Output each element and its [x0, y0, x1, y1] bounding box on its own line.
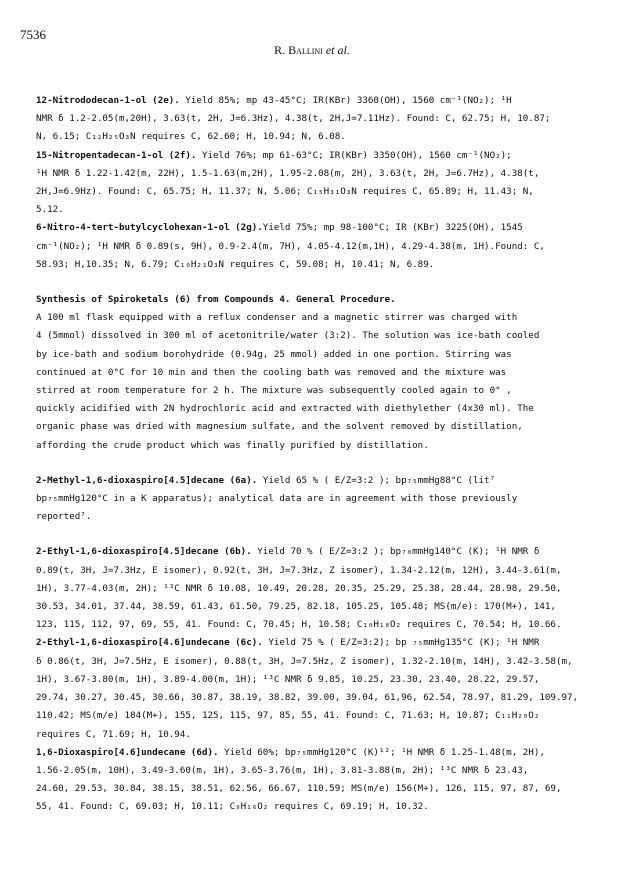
- compound-text: 55, 41. Found: C, 69.03; H, 10.11; C₉H₁₆O₂ requires C, 69.19; H, 10.32.: [36, 801, 429, 813]
- compound-text: 110.42; MS(m/e) 184(M+), 155, 125, 115, 97, 85, 55, 41. Found: C, 71.63; H, 10.87; C₁₁H₂₀O₂: [36, 710, 540, 722]
- compound-text: bp₇₅mmHg120°C in a K apparatus); analytical data are in agreement with those previously: [36, 493, 518, 505]
- compound-6c: [36, 634, 596, 743]
- procedure-text: quickly acidified with 2N hydrochloric acid and extracted with diethylether (4x30 ml). The: [36, 403, 534, 415]
- procedure-text: affording the crude product which was finally purified by distillation.: [36, 439, 429, 451]
- compound-6b: [36, 543, 596, 634]
- procedure-text: continued at 0°C for 10 min and then the cooling bath was removed and the mixture was: [36, 366, 507, 378]
- compound-name: 15-Nitropentadecan-1-ol (2f).: [36, 149, 197, 161]
- running-head-author: R. Ballini: [274, 43, 323, 57]
- compound-text: 24.60, 29.53, 30.84, 38.15, 38.51, 62.56, 66.67, 110.59; MS(m/e) 156(M+), 126, 115, 97, 87, 69,: [36, 783, 562, 795]
- compound-name: 2-Methyl-1,6-dioxaspiro[4.5]decane (6a).: [36, 474, 258, 486]
- compound-text: 1H), 3.67-3.80(m, 1H), 3.89-4.00(m, 1H); ¹³C NMR δ 9.85, 10.25, 23.30, 23.40, 28.22, 29.57,: [36, 673, 540, 685]
- procedure-text: 4 (5mmol) dissolved in 300 ml of acetonitrile/water (3:2). The solution was ice-bath cooled: [36, 330, 540, 342]
- compound-6a: [36, 472, 596, 527]
- compound-text: δ 0.86(t, 3H, J=7.5Hz, E isomer), 0.88(t, 3H, J=7.5Hz, Z isomer), 1.32-2.10(m, 14H), 3.42-3.58(m,: [36, 655, 573, 667]
- entry-text: ¹H NMR δ 1.22-1.42(m, 22H), 1.5-1.63(m,2H), 1.95-2.08(m, 2H), 3.63(t, 2H, J=6.7Hz), 4.38(t,: [36, 167, 540, 179]
- entry-text: Yield 75%; mp 98-100°C; IR (KBr) 3225(OH), 1545: [262, 222, 523, 234]
- procedure-text: stirred at room temperature for 2 h. The mixture was subsequently cooled again to 0° ,: [36, 385, 512, 397]
- entry-text: 5.12.: [36, 204, 64, 216]
- compound-text: reported⁷.: [36, 511, 92, 523]
- procedure-text: by ice-bath and sodium borohydride (0.94g, 25 mmol) added in one portion. Stirring was: [36, 348, 512, 360]
- compound-text: 29.74, 30.27, 30.45, 30.66, 30.87, 38.19, 38.82, 39.00, 39.04, 61,96, 62.54, 78.97, 81.29, 109.97,: [36, 692, 579, 704]
- page-body: [36, 92, 596, 817]
- entry-text: 58.93; H,10.35; N, 6.79; C₁₀H₂₁O₃N requires C, 59.08; H, 10.41; N, 6.89.: [36, 258, 435, 270]
- page-number: 7536: [20, 27, 46, 42]
- compound-text: Yield 60%; bp₇₅mmHg120°C (K)¹²; ¹H NMR δ 1.25-1.48(m, 2H),: [218, 746, 545, 758]
- compound-text: 1H), 3.77-4.03(m, 2H); ¹³C NMR δ 10.08, 10.49, 20.28, 20.35, 25.29, 25.38, 28.44, 28.98, 29.50,: [36, 582, 562, 594]
- procedure-text: A 100 ml flask equipped with a reflux condenser and a magnetic stirrer was charged with: [36, 312, 518, 324]
- compound-name: 6-Nitro-4-tert-butylcyclohexan-1-ol (2g).: [36, 222, 263, 234]
- compound-text: 0.89(t, 3H, J=7.3Hz, E isomer), 0.92(t, 3H, J=7.3Hz, Z isomer), 1.34-2.12(m, 12H), 3.44-3.61(m,: [36, 564, 562, 576]
- general-procedure: [36, 291, 596, 455]
- entry-text: Yield 76%; mp 61-63°C; IR(KBr) 3350(OH), 1560 cm⁻¹(NO₂);: [196, 149, 512, 161]
- entry-text: cm⁻¹(NO₂); ¹H NMR δ 0.89(s, 9H), 0.9-2.4(m, 7H), 4.05-4.12(m,1H), 4.29-4.38(m, 1H).Found: C,: [36, 240, 545, 252]
- compound-text: 30.53, 34.01, 37.44, 38.59, 61.43, 61.50, 79.25, 82.18, 105.25, 105.48; MS(m/e): 170(M+), 141,: [36, 601, 556, 613]
- compound-name: 1,6-Dioxaspiro[4.6]undecane (6d).: [36, 746, 219, 758]
- compound-text: 1.56-2.05(m, 10H), 3.49-3.60(m, 1H), 3.65-3.76(m, 1H), 3.81-3.88(m, 2H); ¹³C NMR δ 23.43,: [36, 764, 529, 776]
- entry-2e: [36, 92, 596, 147]
- entry-text: 2H,J=6.9Hz). Found: C, 65.75; H, 11.37; N, 5.06; C₁₅H₃₁O₃N requires C, 65.89; H, 11.43; N,: [36, 186, 534, 198]
- procedure-text: organic phase was dried with magnesium sulfate, and the solvent removed by distillation,: [36, 421, 523, 433]
- entry-text: Yield 85%; mp 43-45°C; IR(KBr) 3360(OH), 1560 cm⁻¹(NO₂); ¹H: [179, 95, 512, 106]
- entry-text: N, 6.15; C₁₂H₂₅O₃N requires C, 62.60; H, 10.94; N, 6.08.: [36, 131, 346, 143]
- compound-text: Yield 75 % ( E/Z=3:2); bp ₇₅mmHg135°C (K); ¹H NMR: [262, 637, 540, 649]
- section-heading: Synthesis of Spiroketals (6) from Compounds 4. General Procedure.: [36, 294, 396, 306]
- compound-text: requires C, 71.69; H, 10.94.: [36, 728, 191, 740]
- compound-text: Yield 70 % ( E/Z=3:2 ); bp₇₀mmHg140°C (K); ¹H NMR δ: [251, 546, 540, 558]
- compound-name: 2-Ethyl-1,6-dioxaspiro[4.5]decane (6b).: [36, 546, 252, 558]
- entry-text: NMR δ 1.2-2.05(m,20H), 3.63(t, 2H, J=6.3Hz), 4.38(t, 2H,J=7.11Hz). Found: C, 62.75; H, 10.87;: [36, 113, 551, 125]
- entry-2g: [36, 219, 596, 274]
- compound-name: 2-Ethyl-1,6-dioxaspiro[4.6]undecane (6c).: [36, 637, 263, 649]
- compound-text: Yield 65 % ( E/Z=3:2 ); bp₇₅mmHg88°C (lit⁷: [257, 474, 496, 486]
- compound-text: 123, 115, 112, 97, 69, 55, 41. Found: C, 70.45; H, 10.58; C₁₀H₁₈O₂ requires C, 70.54; H, 10.66.: [36, 619, 562, 631]
- entry-2f: [36, 147, 596, 220]
- compound-6d: [36, 744, 596, 817]
- running-head-etal: et al.: [325, 43, 350, 57]
- running-head: [0, 43, 624, 58]
- compound-name: 12-Nitrododecan-1-ol (2e).: [36, 95, 180, 106]
